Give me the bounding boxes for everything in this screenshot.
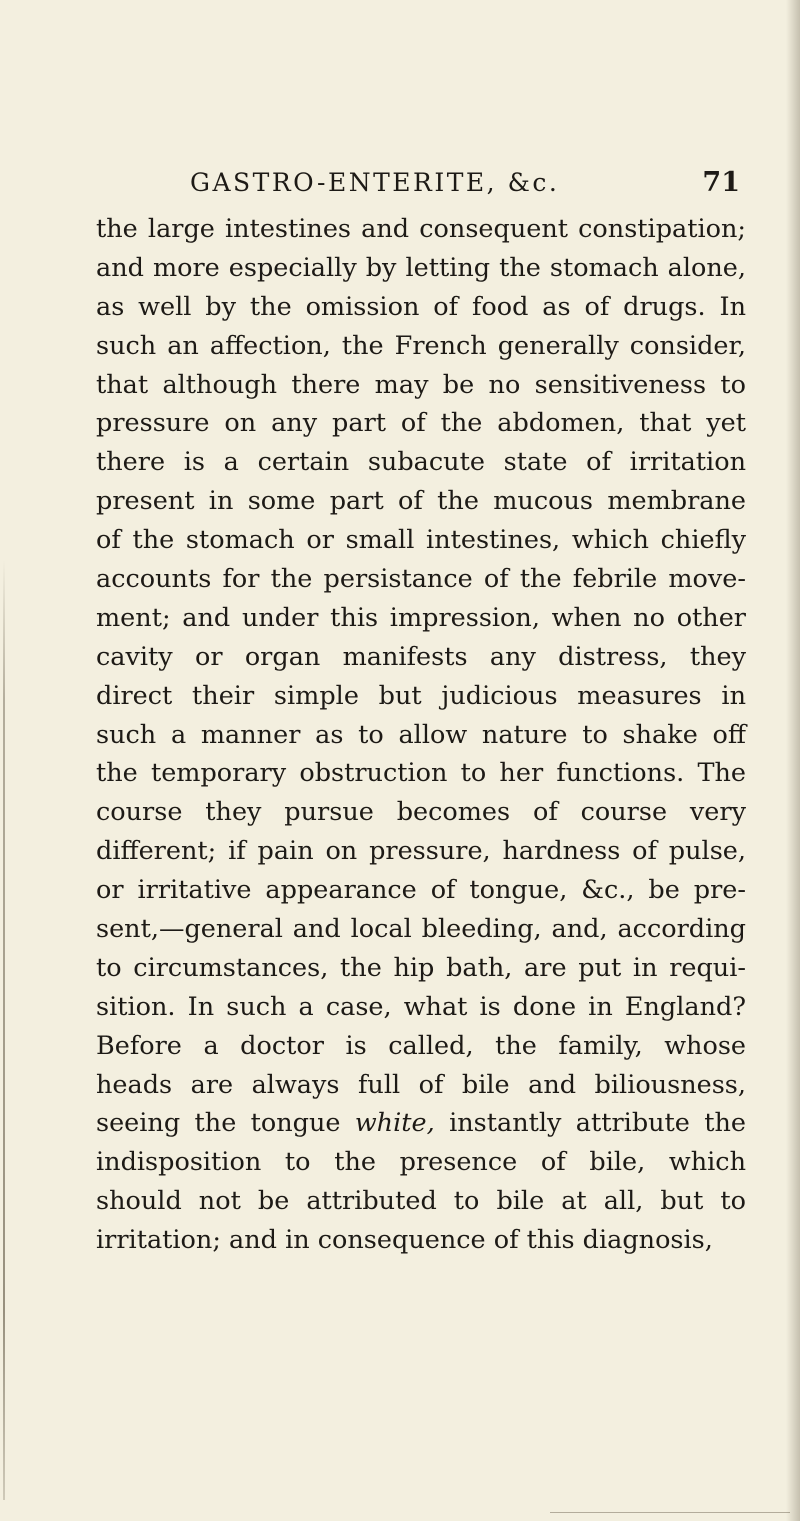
binding-shadow-left xyxy=(3,560,5,1500)
text-line: accounts for the persistance of the febrile move- xyxy=(96,564,746,595)
text-line: different; if pain on pressure, hardness of pulse, xyxy=(96,836,746,867)
text-line: irritation; and in consequence of this diagnosis, xyxy=(96,1225,713,1256)
text-line: sition. In such a case, what is done in England? xyxy=(96,991,746,1022)
text-line: sent,—general and local bleeding, and, according xyxy=(96,914,746,945)
text-line: should not be attributed to bile at all, but to xyxy=(96,1186,746,1217)
page-edge-rule xyxy=(550,1512,790,1513)
text-line: or irritative appearance of tongue, &c., be pre- xyxy=(96,875,746,906)
text-line: such a manner as to allow nature to shake off xyxy=(96,719,746,750)
text-line: that although there may be no sensitiveness to xyxy=(96,369,746,400)
text-fragment: seeing the tongue xyxy=(96,1108,341,1139)
running-head xyxy=(190,163,740,203)
text-line: as well by the omission of food as of drugs. In xyxy=(96,291,746,322)
text-line: course they pursue becomes of course very xyxy=(96,797,746,828)
body-text xyxy=(96,210,746,1260)
text-line: there is a certain subacute state of irritation xyxy=(96,447,746,478)
text-line: Before a doctor is called, the family, whose xyxy=(96,1030,746,1061)
page-edge-shadow xyxy=(786,0,800,1521)
text-line: and more especially by letting the stomach alone, xyxy=(96,252,746,283)
running-title: GASTRO-ENTERITE, &c. xyxy=(190,168,560,197)
text-line: of the stomach or small intestines, which chiefly xyxy=(96,525,746,556)
text-line: ment; and under this impression, when no other xyxy=(96,602,746,633)
text-line: present in some part of the mucous membrane xyxy=(96,486,746,517)
text-line: to circumstances, the hip bath, are put in requi- xyxy=(96,952,746,983)
italic-word: white, xyxy=(354,1108,435,1139)
text-line xyxy=(96,1104,746,1143)
text-line: the large intestines and consequent constipation; xyxy=(96,214,746,244)
text-line: pressure on any part of the abdomen, that yet xyxy=(96,408,746,439)
text-line: cavity or organ manifests any distress, they xyxy=(96,641,746,672)
text-fragment: instantly attribute the xyxy=(449,1108,747,1139)
text-line: direct their simple but judicious measures in xyxy=(96,680,746,711)
page-number: 71 xyxy=(702,167,740,198)
text-line: such an affection, the French generally consider, xyxy=(96,330,746,361)
text-line: indisposition to the presence of bile, which xyxy=(96,1147,746,1178)
text-line: the temporary obstruction to her functions. The xyxy=(96,758,746,789)
text-line: heads are always full of bile and biliousness, xyxy=(96,1069,746,1100)
